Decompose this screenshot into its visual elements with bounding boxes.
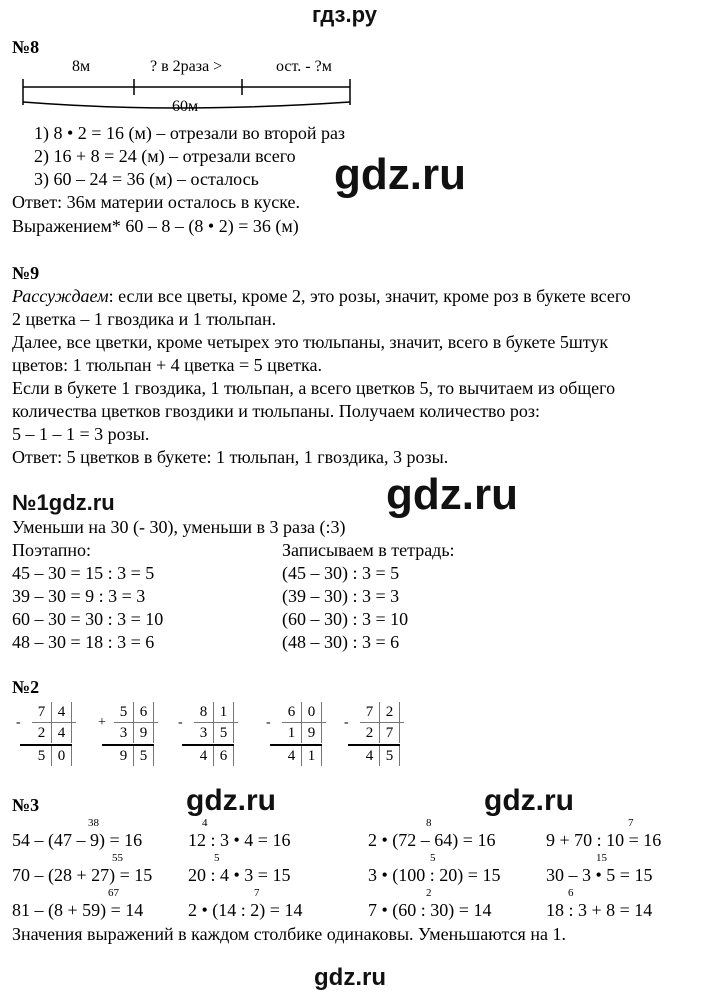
p3-expr: 9 + 70 : 10 = 16 bbox=[546, 830, 662, 850]
p3-expr: 7 • (60 : 30) = 14 bbox=[368, 900, 492, 920]
calc-digit: 4 bbox=[360, 746, 380, 766]
site-header: гдз.ру bbox=[312, 2, 377, 27]
calc-digit: 5 bbox=[380, 746, 400, 766]
p3-sup: 67 bbox=[108, 887, 119, 899]
calc-digit: 1 bbox=[302, 746, 322, 766]
problem-9-title: №9 bbox=[12, 263, 40, 283]
calc-digit: 9 bbox=[302, 723, 322, 743]
problem-2-title: №2 bbox=[12, 677, 40, 697]
p9-reason-label: Рассуждаем bbox=[12, 286, 109, 306]
calc-digit: 9 bbox=[134, 723, 154, 743]
p3-expr: 81 – (8 + 59) = 14 bbox=[12, 900, 144, 920]
p3-expr: 30 – 3 • 5 = 15 bbox=[546, 865, 653, 885]
p1-right-line-1: (45 – 30) : 3 = 5 bbox=[282, 563, 400, 583]
p1-left-header: Поэтапно: bbox=[12, 540, 92, 560]
p9-line-5: Если в букете 1 гвоздика, 1 тюльпан, а всего цветков 5, то вычитаем из общего bbox=[12, 378, 616, 398]
p3-expr: 18 : 3 + 8 = 14 bbox=[546, 900, 653, 920]
calc-digit: 5 bbox=[114, 702, 134, 722]
calc-digit: 6 bbox=[134, 702, 154, 722]
calc-digit: 7 bbox=[360, 702, 380, 722]
calc-digit: 6 bbox=[214, 746, 234, 766]
p1-subtitle: Уменьши на 30 (- 30), уменьши в 3 раза (:3) bbox=[12, 517, 346, 537]
calc-digit: 5 bbox=[32, 746, 52, 766]
p3-sup: 7 bbox=[254, 887, 260, 899]
diagram-seg2-label: ? в 2раза > bbox=[150, 58, 223, 75]
p9-line-7: 5 – 1 – 1 = 3 розы. bbox=[12, 424, 150, 444]
calc-digit: 2 bbox=[32, 723, 52, 743]
calc-digit: 4 bbox=[52, 702, 72, 722]
column-calc bbox=[266, 702, 324, 766]
diagram-total-label: 60м bbox=[172, 98, 199, 115]
p3-sup: 8 bbox=[426, 817, 432, 829]
watermark: gdz.ru bbox=[334, 150, 466, 199]
diagram-seg1-label: 8м bbox=[72, 58, 91, 75]
p9-line-6: количества цветков гвоздики и тюльпаны. Получаем количество роз: bbox=[12, 401, 540, 421]
p3-sup: 55 bbox=[112, 852, 123, 864]
p1-left-line-1: 45 – 30 = 15 : 3 = 5 bbox=[12, 563, 155, 583]
p9-line-4: цветов: 1 тюльпан + 4 цветка = 5 цветка. bbox=[12, 355, 322, 375]
calc-digit: 5 bbox=[134, 746, 154, 766]
diagram-seg3-label: ост. - ?м bbox=[276, 58, 332, 75]
p8-line-3: 3) 60 – 24 = 36 (м) – осталось bbox=[34, 169, 259, 189]
calc-digit: 5 bbox=[214, 723, 234, 743]
calc-digit: 2 bbox=[360, 723, 380, 743]
p3-expr: 54 – (47 – 9) = 16 bbox=[12, 830, 143, 850]
p3-sup: 7 bbox=[628, 817, 634, 829]
calc-sign: - bbox=[344, 715, 349, 730]
p9-line-3: Далее, все цветки, кроме четырех это тюльпаны, значит, всего в букете 5штук bbox=[12, 332, 609, 352]
p3-expr: 2 • (72 – 64) = 16 bbox=[368, 830, 496, 850]
calc-digit: 4 bbox=[282, 746, 302, 766]
calc-digit: 7 bbox=[380, 723, 400, 743]
p3-sup: 2 bbox=[426, 887, 432, 899]
calc-digit: 8 bbox=[194, 702, 214, 722]
p3-expr: 20 : 4 • 3 = 15 bbox=[188, 865, 291, 885]
p3-sup: 15 bbox=[596, 852, 607, 864]
p8-line-2: 2) 16 + 8 = 24 (м) – отрезали всего bbox=[34, 146, 296, 166]
p8-line-1: 1) 8 • 2 = 16 (м) – отрезали во второй раз bbox=[34, 123, 346, 143]
watermark: gdz.ru bbox=[484, 784, 574, 817]
p9-answer: Ответ: 5 цветков в букете: 1 тюльпан, 1 гвоздика, 3 розы. bbox=[12, 447, 449, 467]
p1-left-line-3: 60 – 30 = 30 : 3 = 10 bbox=[12, 609, 164, 629]
p8-expression: Выражением* 60 – 8 – (8 • 2) = 36 (м) bbox=[12, 216, 299, 236]
p3-expr: 3 • (100 : 20) = 15 bbox=[368, 865, 501, 885]
calc-digit: 9 bbox=[114, 746, 134, 766]
p3-expr: 2 • (14 : 2) = 14 bbox=[188, 900, 303, 920]
p1-left-line-4: 48 – 30 = 18 : 3 = 6 bbox=[12, 632, 155, 652]
problem-8-title: №8 bbox=[12, 37, 40, 57]
p1-right-line-3: (60 – 30) : 3 = 10 bbox=[282, 609, 409, 629]
column-calc bbox=[16, 702, 74, 766]
problem-1-title-watermark: №1gdz.ru bbox=[12, 490, 115, 515]
calc-digit: 3 bbox=[194, 723, 214, 743]
calc-digit: 2 bbox=[380, 702, 400, 722]
p9-line-2: 2 цветка – 1 гвоздика и 1 тюльпан. bbox=[12, 309, 277, 329]
p8-answer: Ответ: 36м материи осталось в куске. bbox=[12, 192, 300, 212]
p1-right-line-4: (48 – 30) : 3 = 6 bbox=[282, 632, 400, 652]
watermark: gdz.ru bbox=[386, 470, 518, 519]
calc-digit: 4 bbox=[194, 746, 214, 766]
p3-sup: 38 bbox=[88, 817, 99, 829]
p3-sup: 6 bbox=[568, 887, 574, 899]
p9-line-1-rest: : если все цветы, кроме 2, это розы, значит, кроме роз в букете всего bbox=[108, 286, 631, 306]
p9-line-1 bbox=[12, 285, 631, 307]
p1-left-line-2: 39 – 30 = 9 : 3 = 3 bbox=[12, 586, 146, 606]
calc-digit: 0 bbox=[302, 702, 322, 722]
p3-sup: 4 bbox=[202, 817, 208, 829]
calc-sign: - bbox=[266, 715, 271, 730]
problem-3-title: №3 bbox=[12, 795, 40, 815]
segment-diagram bbox=[20, 58, 356, 118]
calc-digit: 1 bbox=[214, 702, 234, 722]
calc-digit: 3 bbox=[114, 723, 134, 743]
calc-digit: 0 bbox=[52, 746, 72, 766]
p3-sup: 5 bbox=[430, 852, 436, 864]
p1-right-line-2: (39 – 30) : 3 = 3 bbox=[282, 586, 400, 606]
footer-watermark: gdz.ru bbox=[314, 964, 386, 991]
calc-digit: 6 bbox=[282, 702, 302, 722]
calc-digit: 4 bbox=[52, 723, 72, 743]
column-calc bbox=[344, 702, 402, 766]
calc-sign: + bbox=[98, 715, 106, 730]
column-calc bbox=[178, 702, 236, 766]
p3-expr: 12 : 3 • 4 = 16 bbox=[188, 830, 291, 850]
calc-digit: 7 bbox=[32, 702, 52, 722]
calc-digit: 1 bbox=[282, 723, 302, 743]
p3-sup: 5 bbox=[214, 852, 220, 864]
watermark: gdz.ru bbox=[186, 784, 276, 817]
p3-conclusion: Значения выражений в каждом столбике одинаковы. Уменьшаются на 1. bbox=[12, 924, 566, 944]
p3-expr: 70 – (28 + 27) = 15 bbox=[12, 865, 153, 885]
calc-sign: - bbox=[178, 715, 183, 730]
calc-sign: - bbox=[16, 715, 21, 730]
p1-right-header: Записываем в тетрадь: bbox=[282, 540, 455, 560]
column-calc bbox=[98, 702, 156, 766]
